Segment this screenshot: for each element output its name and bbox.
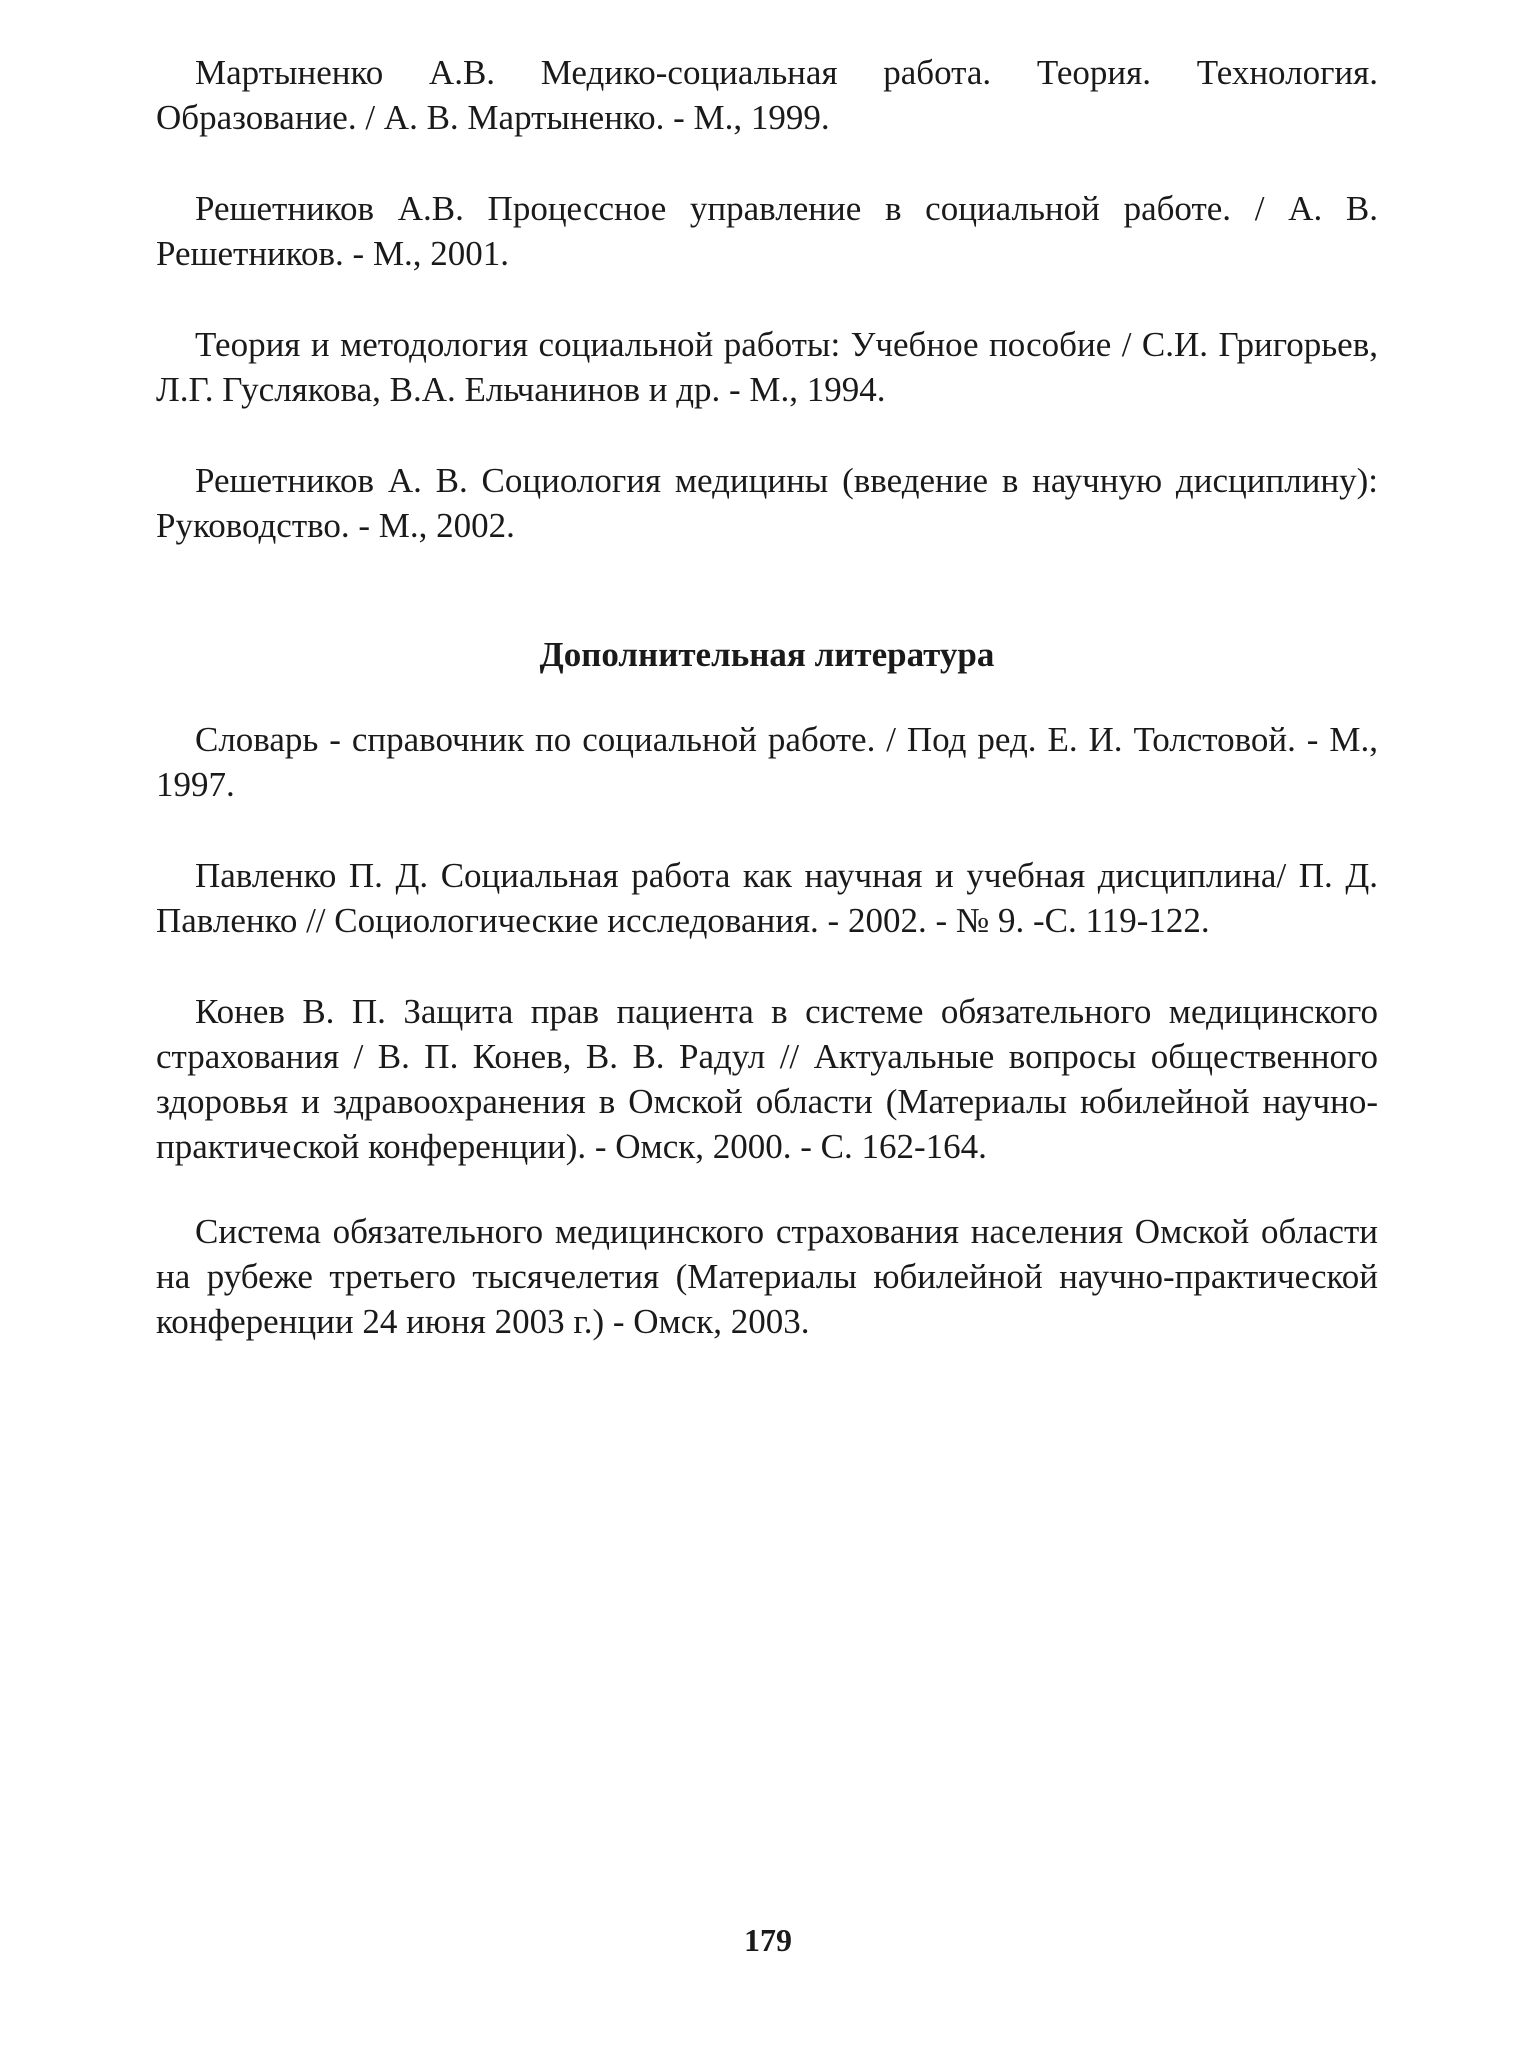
reference-entry: Система обязательного медицинского страхования населения Омской области на рубеже третьего тысячелетия (Материалы юбилейной научно-практической конференции 24 июня 2003 г.) - Омск, 2003. xyxy=(156,1212,1378,1341)
reference-entry: Теория и методология социальной работы: Учебное пособие / С.И. Григорьев, Л.Г. Гуслякова, В.А. Ельчанинов и др. - М., 1994. xyxy=(156,325,1378,409)
reference-entry: Решетников А. В. Социология медицины (введение в научную дисциплину): Руководство. - М., 2002. xyxy=(156,461,1378,545)
document-page xyxy=(156,50,1378,1344)
reference-entry: Словарь - справочник по социальной работе. / Под ред. Е. И. Толстовой. - М., 1997. xyxy=(156,720,1378,804)
reference-entry: Павленко П. Д. Социальная работа как научная и учебная дисциплина/ П. Д. Павленко // Социологические исследования. - 2002. - № 9. -С. 119-122. xyxy=(156,856,1378,940)
page-number: 179 xyxy=(744,1922,792,1958)
reference-entry: Решетников А.В. Процессное управление в социальной работе. / А. В. Решетников. - М., 2001. xyxy=(156,189,1378,273)
section-heading: Дополнительная литература xyxy=(539,635,995,674)
reference-entry: Конев В. П. Защита прав пациента в системе обязательного медицинского страхования / В. П. Конев, В. В. Радул // Актуальные вопросы общественного здоровья и здравоохранения в Омской области (Материалы юбилейной научно-практической конференции). - Омск, 2000. - С. 162-164. xyxy=(156,992,1378,1166)
reference-entry: Мартыненко А.В. Медико-социальная работа. Теория. Технология. Образование. / А. В. Мартыненко. - М., 1999. xyxy=(156,53,1378,137)
